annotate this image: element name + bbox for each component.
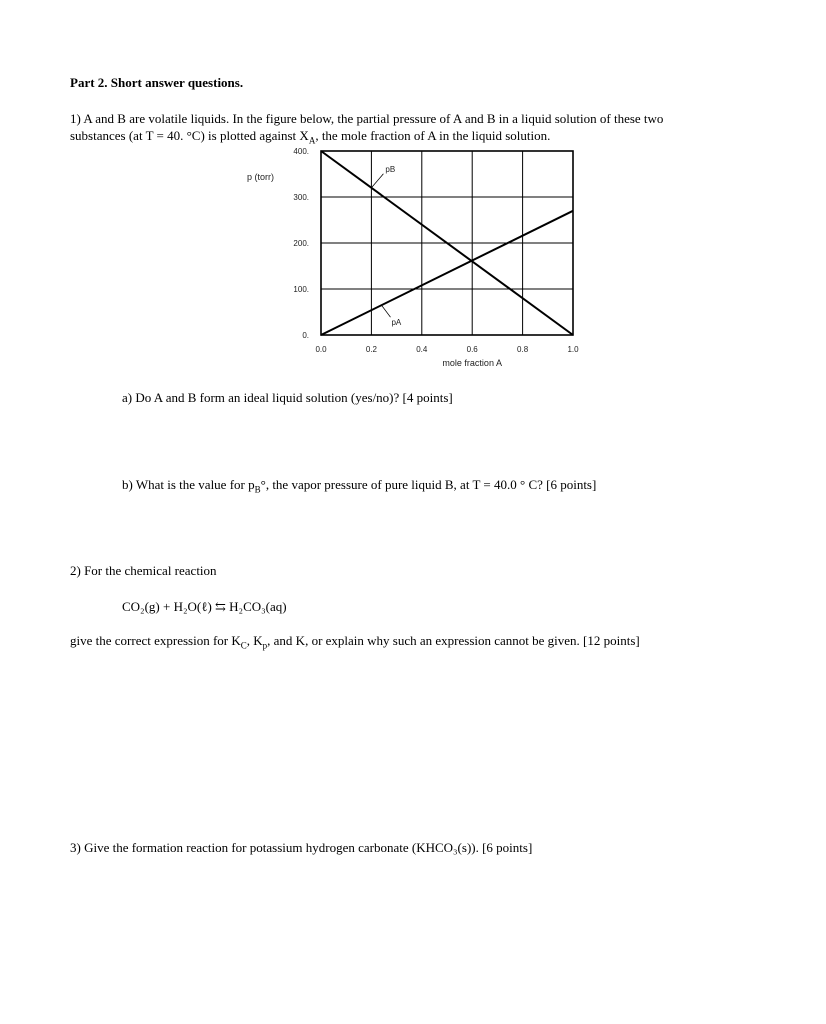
- x-tick-label: 0.0: [315, 345, 327, 354]
- series-label-pA: pA: [391, 318, 402, 328]
- series-label-pB: pB: [385, 164, 396, 174]
- q1-part-a: a) Do A and B form an ideal liquid solution (yes/no)? [4 points]: [122, 390, 453, 405]
- q2-intro: 2) For the chemical reaction: [70, 563, 217, 578]
- q2-equation: CO₂(g) + H₂O(ℓ) ⇆ H₂CO₃(aq): [122, 599, 287, 614]
- x-tick-label: 1.0: [567, 345, 579, 354]
- partial-pressure-chart: [0, 145, 826, 385]
- x-tick-label: 0.2: [365, 345, 377, 354]
- x-tick-label: 0.6: [466, 345, 478, 354]
- y-tick-label: 100.: [293, 285, 309, 294]
- x-tick-label: 0.8: [517, 345, 529, 354]
- x-tick-label: 0.4: [416, 345, 428, 354]
- q1-intro-line2: substances (at T = 40. °C) is plotted against $X_A$, the mole fraction of A in the liquid solution.: [70, 128, 551, 146]
- x-axis-label: mole fraction A: [442, 358, 502, 368]
- y-tick-label: 400.: [293, 147, 309, 156]
- series-leader-pB: [371, 174, 383, 188]
- series-line-pA: [321, 211, 573, 335]
- q3-text: 3) Give the formation reaction for potassium hydrogen carbonate (KHCO₃(s)). [6 points]: [70, 840, 533, 855]
- section-title: Part 2. Short answer questions.: [70, 75, 244, 90]
- y-tick-label: 200.: [293, 239, 309, 248]
- y-tick-label: 300.: [293, 193, 309, 202]
- q2-prompt: give the correct expression for $K_C$, $K_p$, and K, or explain why such an expression cannot be given. [12 points]: [70, 633, 640, 651]
- y-axis-label: p (torr): [247, 172, 274, 182]
- series-leader-pA: [381, 305, 390, 317]
- q1-part-b: b) What is the value for $p_B^\circ$, the vapor pressure of pure liquid B, at T = 40.0 ° C? [6 points]: [122, 477, 597, 495]
- q1-intro-line1: 1) A and B are volatile liquids. In the figure below, the partial pressure of A and B in a liquid solution of these two: [70, 111, 664, 126]
- y-tick-label: 0.: [302, 331, 309, 340]
